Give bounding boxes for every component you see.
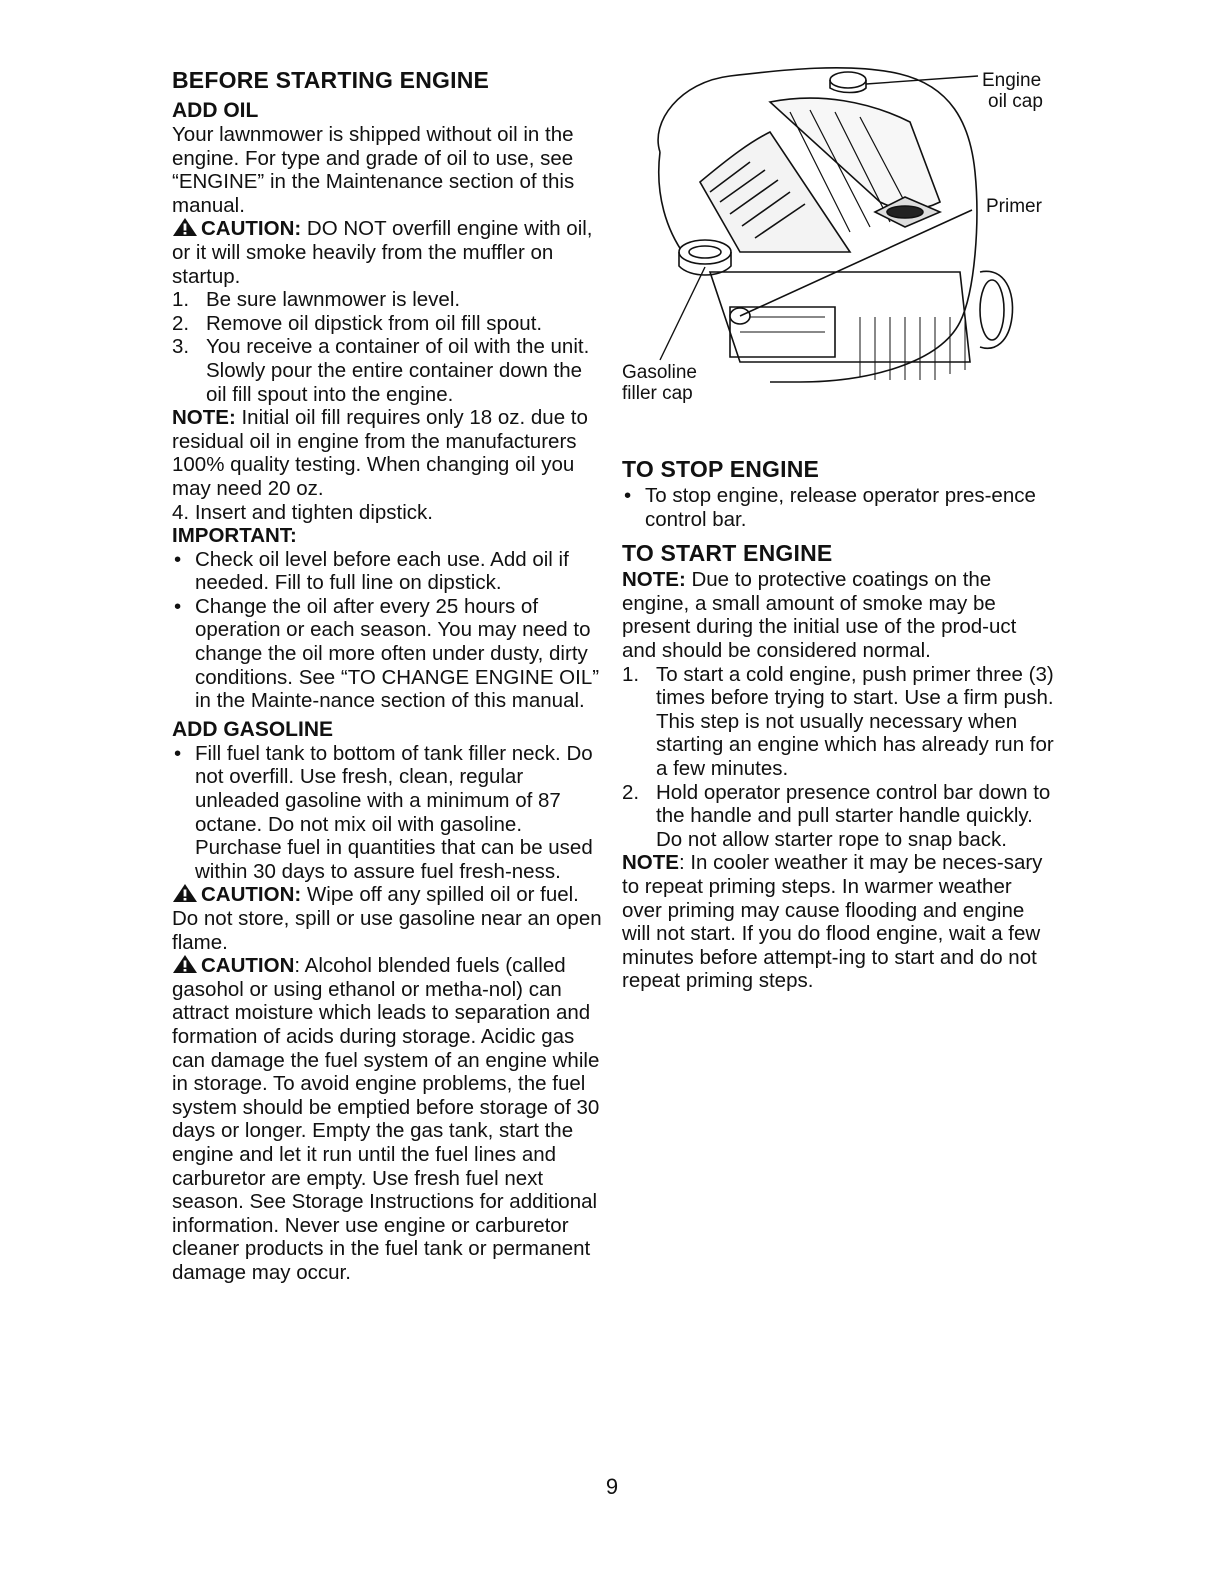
list-item xyxy=(172,312,602,336)
step-number: 2. xyxy=(622,780,640,804)
heading-to-start-engine: TO START ENGINE xyxy=(622,540,833,567)
list-item xyxy=(172,742,602,884)
caution-text: : Alcohol blended fuels (called gasohol or using ethanol or metha-nol) can attract moisture which leads to separation and formation of acids during storage. Acidic gas can damage the fuel system of an engine while in storage. To avoid engine problems, the fuel system should be emptied before storage of 30 days or longer. Empty the gas tank, start the engine and let it run until the fuel lines and carburetor are empty. Use fresh fuel next season. See Storage Instructions for additional information. Never use engine or carburetor cleaner products in the fuel tank or permanent damage may occur. xyxy=(172,954,600,1284)
bullet-text: Check oil level before each use. Add oil if needed. Fill to full line on dipstick. xyxy=(195,547,569,595)
note-label: NOTE xyxy=(622,851,679,875)
step-text: Insert and tighten dipstick. xyxy=(194,500,433,524)
important-label xyxy=(172,524,602,548)
label-gasoline-filler-cap xyxy=(622,362,697,404)
caution-label: CAUTION xyxy=(201,954,295,978)
caution-label: CAUTION: xyxy=(201,883,302,907)
label-line: oil cap xyxy=(988,91,1043,112)
step-number: 2. xyxy=(172,311,190,335)
bullet: • xyxy=(174,741,182,765)
label-line: Gasoline xyxy=(622,362,697,383)
label-line: filler cap xyxy=(622,383,693,404)
heading-add-oil: ADD OIL xyxy=(172,99,259,122)
right-column xyxy=(622,455,1054,993)
step-number: 4. xyxy=(172,500,190,524)
list-item xyxy=(622,781,1054,852)
caution-alcohol-fuels xyxy=(172,954,602,1284)
step-text: Hold operator presence control bar down to the handle and pull starter handle quickly. Do not allow starter rope to snap back. xyxy=(656,780,1051,851)
note-text: : In cooler weather it may be neces-sary to repeat priming steps. In warmer weather over priming may cause flooding and engine will not start. If you do flood engine, wait a few minutes before attempt-ing to start and do not repeat priming steps. xyxy=(622,851,1043,993)
caution-overfill xyxy=(172,217,602,288)
page-number: 9 xyxy=(605,1474,619,1499)
note-text: Due to protective coatings on the engine, a small amount of smoke may be present during the initial use of the prod-uct and should be considered normal. xyxy=(622,568,1017,662)
note-label: NOTE: xyxy=(172,406,236,430)
step-text: Be sure lawnmower is level. xyxy=(206,288,461,312)
list-item xyxy=(622,663,1054,781)
list-item xyxy=(172,548,602,595)
caution-spilled-oil xyxy=(172,883,602,954)
note-protective-coatings xyxy=(622,568,1054,662)
step-text: To start a cold engine, push primer three (3) times before trying to start. Use a firm push. This step is not usually necessary when starting an engine which has already run for a few minutes. xyxy=(656,662,1054,780)
bullet: • xyxy=(624,484,632,507)
step-number: 1. xyxy=(172,288,190,312)
engine-drawing xyxy=(620,62,1060,412)
bullet-text: Change the oil after every 25 hours of operation or each season. You may need to change the oil more often under dusty, dirty conditions. See “TO CHANGE ENGINE OIL” in the Mainte-nance section of this manual. xyxy=(195,594,600,713)
caution-text: DO NOT overfill engine with oil, or it will smoke heavily from the muffler on startup. xyxy=(172,217,593,288)
heading-add-gasoline: ADD GASOLINE xyxy=(172,717,334,741)
note-cooler-weather xyxy=(622,851,1054,993)
note-text: Initial oil fill requires only 18 oz. due to residual oil in engine from the manufacturers 100% quality testing. When changing oil you may need 20 oz. xyxy=(172,406,588,500)
step-number: 3. xyxy=(172,335,190,359)
bullet-text: Fill fuel tank to bottom of tank filler neck. Do not overfill. Use fresh, clean, regular unleaded gasoline with a minimum of 87 octane. Do not mix oil with gasoline. Purchase fuel in quantities that can be used within 30 days to assure fuel fresh-ness. xyxy=(195,741,593,883)
list-item xyxy=(172,288,602,312)
caution-label: CAUTION: xyxy=(201,217,302,241)
step-number: 1. xyxy=(622,662,640,686)
add-oil-intro: Your lawnmower is shipped without oil in the engine. For type and grade of oil to use, see “ENGINE” in the Maintenance section of this manual. xyxy=(172,123,575,217)
bullet: • xyxy=(174,594,182,618)
step-text: Remove oil dipstick from oil fill spout. xyxy=(206,311,543,335)
engine-illustration xyxy=(620,62,1060,412)
label-engine-oil-cap xyxy=(982,70,1043,112)
label-line: Engine xyxy=(982,70,1042,91)
step-text: You receive a container of oil with the unit. Slowly pour the entire container down the oil fill spout into the engine. xyxy=(206,335,590,406)
warning-triangle-icon xyxy=(172,883,198,903)
label-line: Primer xyxy=(986,196,1042,217)
note-initial-oil xyxy=(172,406,602,500)
warning-triangle-icon xyxy=(172,217,198,237)
list-item xyxy=(622,484,1054,531)
bullet: • xyxy=(174,547,182,571)
list-item xyxy=(172,335,602,406)
caution-text: Wipe off any spilled oil or fuel. Do not store, spill or use gasoline near an open flame. xyxy=(172,883,602,954)
label-primer xyxy=(986,196,1042,217)
note-label: NOTE: xyxy=(622,568,686,592)
list-item xyxy=(172,595,602,713)
important-label-text: IMPORTANT: xyxy=(172,524,297,548)
list-item xyxy=(172,501,602,525)
bullet-text: To stop engine, release operator pres-ence control bar. xyxy=(645,484,1036,531)
left-column xyxy=(172,66,602,1285)
warning-triangle-icon xyxy=(172,954,198,974)
section-title-before-starting: BEFORE STARTING ENGINE xyxy=(172,67,490,93)
heading-to-stop-engine: TO STOP ENGINE xyxy=(622,456,820,482)
